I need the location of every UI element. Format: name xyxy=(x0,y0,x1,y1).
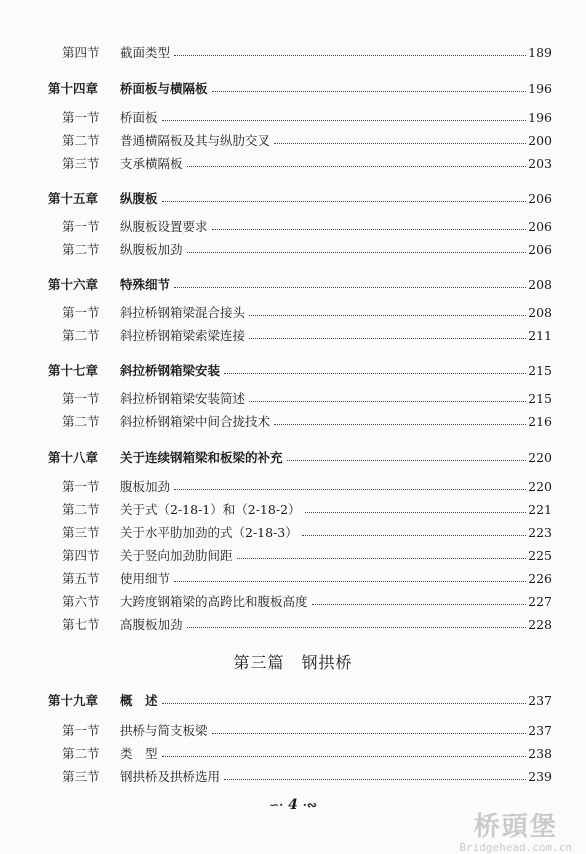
entry-page: 220 xyxy=(528,449,552,465)
toc-chapter[interactable] xyxy=(48,690,552,710)
entry-page: 216 xyxy=(528,413,552,429)
entry-title: 大跨度钢箱梁的高跨比和腹板高度 xyxy=(120,594,308,609)
entry-page: 211 xyxy=(528,327,552,343)
entry-title: 类 型 xyxy=(120,746,158,761)
toc-chapter[interactable] xyxy=(48,274,552,294)
entry-page: 221 xyxy=(528,501,552,517)
entry-title: 关于式（2-18-1）和（2-18-2） xyxy=(120,502,301,517)
dot-leader xyxy=(174,489,526,490)
entry-label: 第十五章 xyxy=(48,191,99,206)
toc-entry[interactable] xyxy=(62,107,552,127)
entry-label: 第一节 xyxy=(62,723,100,738)
entry-page: 208 xyxy=(528,276,552,292)
toc-entry[interactable] xyxy=(62,239,552,259)
entry-label: 第四节 xyxy=(62,45,100,60)
dot-leader xyxy=(174,287,526,288)
entry-page: 200 xyxy=(528,132,552,148)
entry-title: 斜拉桥钢箱梁中间合拢技术 xyxy=(120,414,271,429)
dot-leader xyxy=(249,338,526,339)
dot-leader xyxy=(212,229,527,230)
entry-title: 斜拉桥钢箱梁混合接头 xyxy=(120,305,246,320)
dot-leader xyxy=(302,535,526,536)
entry-label: 第一节 xyxy=(62,110,100,125)
toc-chapter[interactable] xyxy=(48,447,552,467)
entry-label: 第十六章 xyxy=(48,277,99,292)
watermark-url: Bridgehead.com.cn xyxy=(459,841,572,854)
entry-page: 215 xyxy=(528,362,552,378)
entry-page: 208 xyxy=(528,304,552,320)
entry-label: 第七节 xyxy=(62,617,100,632)
entry-title: 高腹板加劲 xyxy=(120,617,183,632)
toc-entry[interactable] xyxy=(62,591,552,611)
entry-page: 203 xyxy=(528,155,552,171)
toc-chapter[interactable] xyxy=(48,360,552,380)
toc-entry[interactable] xyxy=(62,130,552,150)
entry-label: 第十七章 xyxy=(48,363,99,378)
dot-leader xyxy=(249,401,526,402)
entry-title: 拱桥与简支板梁 xyxy=(120,723,208,738)
entry-title: 桥面板与横隔板 xyxy=(120,81,208,96)
entry-page: 239 xyxy=(528,768,552,784)
toc-entry[interactable] xyxy=(62,153,552,173)
entry-page: 228 xyxy=(528,616,552,632)
entry-title: 使用细节 xyxy=(120,571,171,586)
dot-leader xyxy=(274,143,526,144)
entry-page: 227 xyxy=(528,593,552,609)
entry-title: 支承横隔板 xyxy=(120,156,183,171)
dot-leader xyxy=(212,91,527,92)
toc-entry[interactable] xyxy=(62,388,552,408)
dot-leader xyxy=(249,315,526,316)
dot-leader xyxy=(187,166,527,167)
entry-title: 腹板加劲 xyxy=(120,479,171,494)
dot-leader xyxy=(224,373,526,374)
dot-leader xyxy=(212,733,527,734)
entry-label: 第二节 xyxy=(62,414,100,429)
entry-page: 237 xyxy=(528,722,552,738)
entry-title: 关于竖向加劲肋间距 xyxy=(120,548,233,563)
dot-leader xyxy=(287,460,527,461)
entry-title: 斜拉桥钢箱梁索梁连接 xyxy=(120,328,246,343)
toc-entry[interactable] xyxy=(62,766,552,786)
entry-page: 206 xyxy=(528,190,552,206)
entry-title: 桥面板 xyxy=(120,110,158,125)
entry-label: 第十八章 xyxy=(48,450,99,465)
entry-title: 斜拉桥钢箱梁安装简述 xyxy=(120,391,246,406)
entry-label: 第二节 xyxy=(62,746,100,761)
entry-label: 第六节 xyxy=(62,594,100,609)
toc-entry[interactable] xyxy=(62,216,552,236)
dot-leader xyxy=(162,201,527,202)
dot-leader xyxy=(174,581,526,582)
entry-title: 普通横隔板及其与纵肋交叉 xyxy=(120,133,271,148)
page-number: 4 xyxy=(288,797,298,813)
entry-page: 225 xyxy=(528,547,552,563)
entry-label: 第一节 xyxy=(62,391,100,406)
entry-title: 关于连续钢箱梁和板梁的补充 xyxy=(120,450,283,465)
ornament-left: ∽· xyxy=(269,798,284,812)
dot-leader xyxy=(162,120,527,121)
toc-entry[interactable] xyxy=(62,325,552,345)
toc-entry[interactable] xyxy=(62,499,552,519)
dot-leader xyxy=(224,779,526,780)
watermark-chinese: 桥頭堡 xyxy=(473,812,558,842)
toc-entry[interactable] xyxy=(62,568,552,588)
entry-label: 第十四章 xyxy=(48,81,99,96)
entry-title: 纵腹板加劲 xyxy=(120,242,183,257)
ornament-right: ·∾ xyxy=(302,798,317,812)
entry-title: 斜拉桥钢箱梁安装 xyxy=(120,363,221,378)
entry-page: 237 xyxy=(528,692,552,708)
entry-label: 第二节 xyxy=(62,242,100,257)
dot-leader xyxy=(162,703,527,704)
entry-label: 第一节 xyxy=(62,305,100,320)
entry-label: 第三节 xyxy=(62,525,100,540)
toc-entry[interactable] xyxy=(62,302,552,322)
entry-label: 第五节 xyxy=(62,571,100,586)
entry-title: 关于水平肋加劲的式（2-18-3） xyxy=(120,525,298,540)
entry-page: 206 xyxy=(528,218,552,234)
entry-label: 第四节 xyxy=(62,548,100,563)
entry-label: 第二节 xyxy=(62,328,100,343)
entry-title: 截面类型 xyxy=(120,45,171,60)
dot-leader xyxy=(187,627,527,628)
toc-entry[interactable] xyxy=(62,743,552,763)
entry-page: 238 xyxy=(528,745,552,761)
entry-label: 第三节 xyxy=(62,156,100,171)
entry-label: 第三节 xyxy=(62,769,100,784)
toc-entry[interactable] xyxy=(62,476,552,496)
entry-title: 纵腹板 xyxy=(120,191,158,206)
toc-entry[interactable] xyxy=(62,614,552,634)
toc-chapter[interactable] xyxy=(48,188,552,208)
entry-title: 钢拱桥及拱桥选用 xyxy=(120,769,221,784)
entry-page: 215 xyxy=(528,390,552,406)
dot-leader xyxy=(162,756,527,757)
entry-label: 第一节 xyxy=(62,479,100,494)
toc-entry[interactable] xyxy=(62,42,552,62)
toc-entry[interactable] xyxy=(62,720,552,740)
entry-label: 第二节 xyxy=(62,502,100,517)
toc-entry[interactable] xyxy=(62,522,552,542)
entry-title: 纵腹板设置要求 xyxy=(120,219,208,234)
entry-page: 206 xyxy=(528,241,552,257)
entry-page: 220 xyxy=(528,478,552,494)
entry-title: 概 述 xyxy=(120,693,158,708)
entry-page: 196 xyxy=(528,80,552,96)
entry-page: 196 xyxy=(528,109,552,125)
dot-leader xyxy=(305,512,527,513)
entry-page: 189 xyxy=(528,44,552,60)
entry-label: 第二节 xyxy=(62,133,100,148)
entry-page: 223 xyxy=(528,524,552,540)
entry-page: 226 xyxy=(528,570,552,586)
toc-chapter[interactable] xyxy=(48,78,552,98)
entry-label: 第十九章 xyxy=(48,693,99,708)
watermark xyxy=(459,806,572,854)
toc-entry[interactable] xyxy=(62,545,552,565)
dot-leader xyxy=(312,604,527,605)
entry-label: 第一节 xyxy=(62,219,100,234)
toc-entry[interactable] xyxy=(62,411,552,431)
part-heading: 第三篇 钢拱桥 xyxy=(233,653,353,672)
dot-leader xyxy=(237,558,527,559)
dot-leader xyxy=(274,424,526,425)
dot-leader xyxy=(187,252,527,253)
dot-leader xyxy=(174,55,526,56)
entry-title: 特殊细节 xyxy=(120,277,171,292)
